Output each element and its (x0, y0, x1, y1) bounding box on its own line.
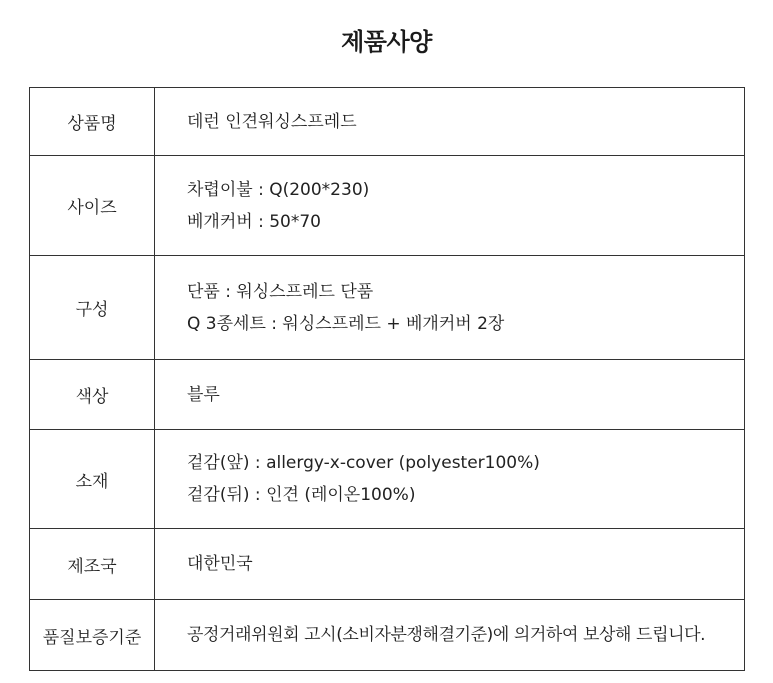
row-value-warranty (155, 600, 745, 671)
row-value-country (155, 529, 745, 600)
spec-table (29, 87, 745, 671)
table-row (30, 256, 745, 360)
value-line: 차렵이불 : Q(200*230) (187, 179, 370, 200)
value-line: 공정거래위원회 고시(소비자분쟁해결기준)에 의거하여 보상해 드립니다. (187, 625, 706, 645)
row-label-size: 사이즈 (30, 156, 155, 256)
row-value-size (155, 156, 745, 256)
table-row (30, 156, 745, 256)
row-label-color: 색상 (30, 360, 155, 430)
row-value-material (155, 430, 745, 529)
value-line: 겉감(뒤) : 인견 (레이온100%) (187, 485, 416, 505)
value-line: 겉감(앞) : allergy-x-cover (polyester100%) (187, 453, 540, 473)
table-row (30, 88, 745, 156)
table-row (30, 600, 745, 671)
row-label-material: 소재 (30, 430, 155, 529)
value-line: 블루 (187, 384, 220, 405)
table-row (30, 430, 745, 529)
row-label-warranty: 품질보증기준 (30, 600, 155, 671)
value-line: Q 3종세트 : 워싱스프레드 + 베개커버 2장 (187, 313, 505, 334)
row-value-product-name (155, 88, 745, 156)
table-row (30, 360, 745, 430)
value-line: 베개커버 : 50*70 (187, 211, 321, 232)
value-line: 단품 : 워싱스프레드 단품 (187, 281, 374, 302)
row-value-color (155, 360, 745, 430)
value-line: 대한민국 (187, 554, 253, 574)
row-label-product-name: 상품명 (30, 88, 155, 156)
row-label-composition: 구성 (30, 256, 155, 360)
row-value-composition (155, 256, 745, 360)
table-row (30, 529, 745, 600)
value-line: 데런 인견워싱스프레드 (187, 111, 357, 132)
row-label-country: 제조국 (30, 529, 155, 600)
page-title: 제품사양 (341, 28, 432, 56)
